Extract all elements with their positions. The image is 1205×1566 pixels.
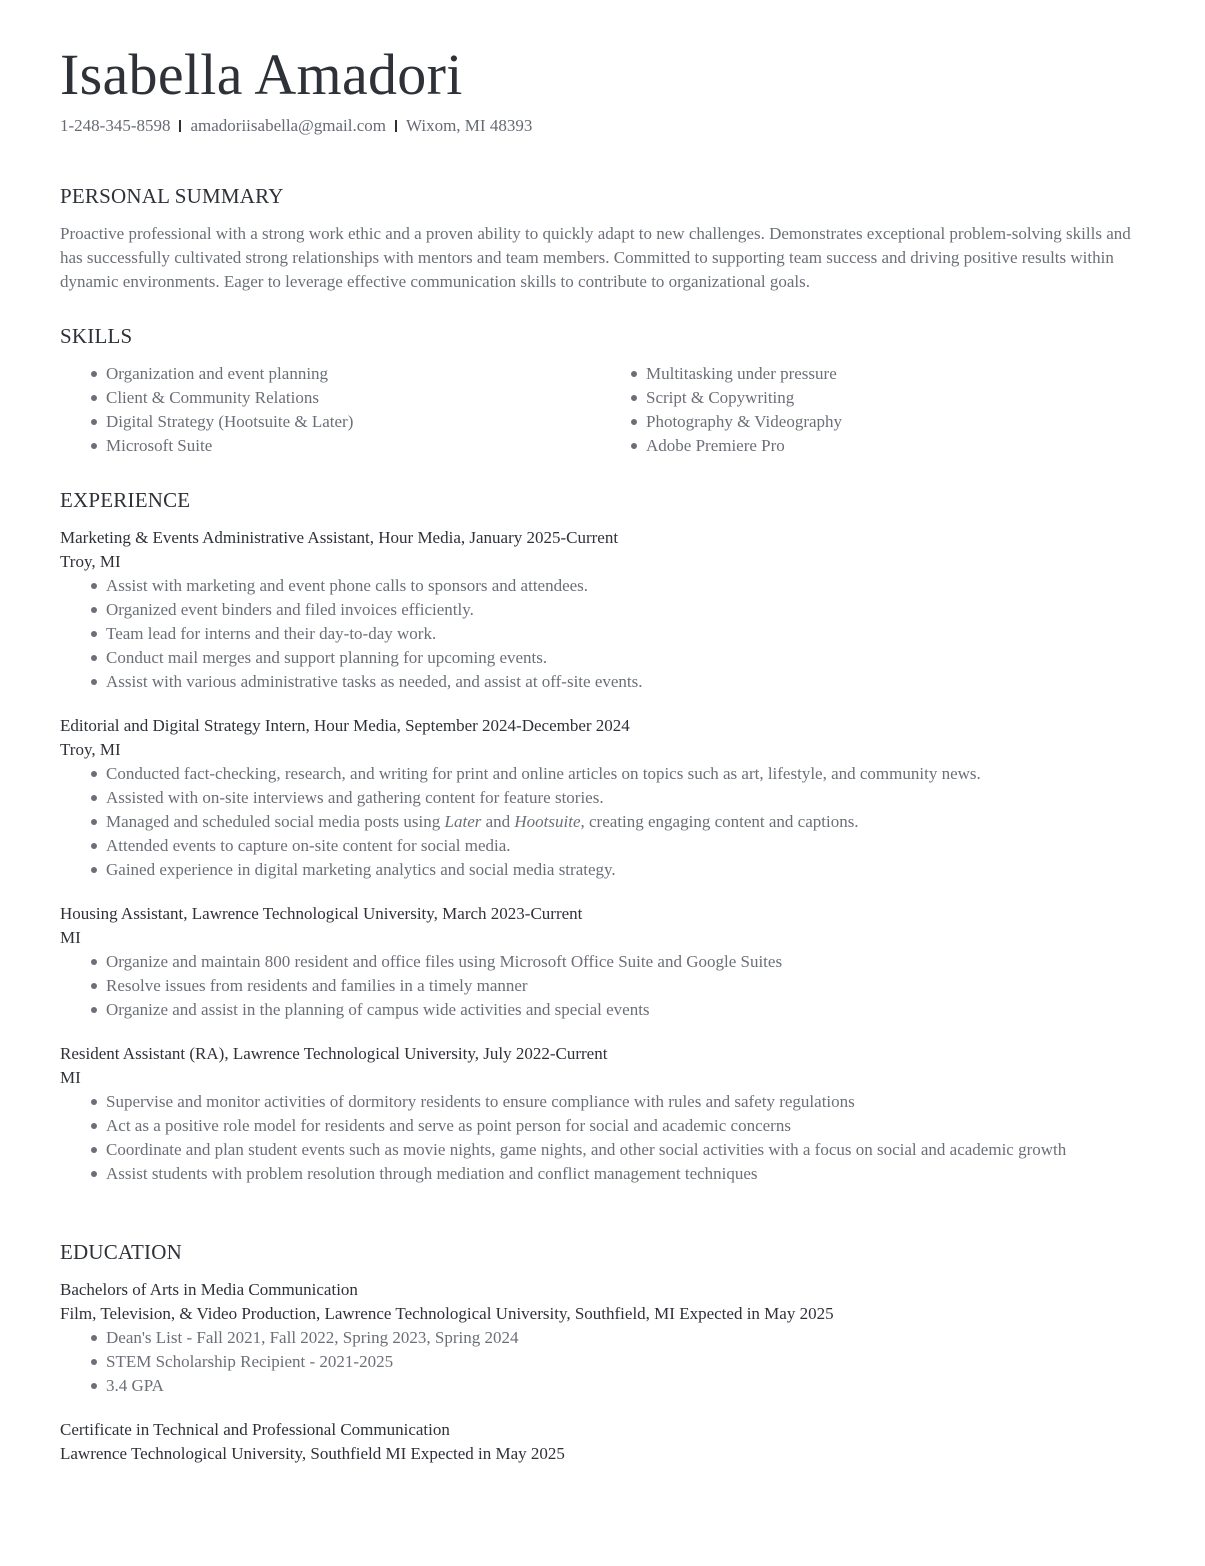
job-bullets [60,574,1150,694]
email-address: amadoriisabella@gmail.com [190,116,386,135]
education-entry [60,1418,1150,1466]
job-bullets [60,1090,1110,1186]
job-bullet: Coordinate and plan student events such as movie nights, game nights, and other social activities with a focus on social and academic growth [60,1138,1110,1162]
experience-heading: EXPERIENCE [60,488,191,512]
skill-item: Script & Copywriting [600,386,842,410]
education-bullets [60,1326,1150,1398]
job-bullet: Assist students with problem resolution through mediation and conflict management techniques [60,1162,1110,1186]
job-entry [60,1042,1150,1186]
education-bullet: Dean's List - Fall 2021, Fall 2022, Spring 2023, Spring 2024 [60,1326,1150,1350]
bullet-text: , creating engaging content and captions. [580,812,859,831]
certificate-details: Lawrence Technological University, Southfield MI Expected in May 2025 [60,1444,565,1463]
skill-item: Microsoft Suite [60,434,353,458]
job-bullet: Team lead for interns and their day-to-day work. [60,622,1150,646]
skill-item: Client & Community Relations [60,386,353,410]
job-bullet [60,810,1150,834]
job-bullet: Assist with marketing and event phone calls to sponsors and attendees. [60,574,1150,598]
job-title: Marketing & Events Administrative Assistant, Hour Media, January 2025-Current [60,528,619,547]
contact-separator [395,120,397,132]
education-bullet: 3.4 GPA [60,1374,1150,1398]
job-bullets [60,762,1150,882]
job-entry [60,526,1150,694]
candidate-name: Isabella Amadori [60,42,463,107]
job-bullet: Organize and assist in the planning of campus wide activities and special events [60,998,1150,1022]
location: Wixom, MI 48393 [406,116,533,135]
skill-item: Digital Strategy (Hootsuite & Later) [60,410,353,434]
summary-heading: PERSONAL SUMMARY [60,184,284,208]
job-bullet: Act as a positive role model for residents and serve as point person for social and academic concerns [60,1114,1110,1138]
contact-line [60,114,532,138]
degree-title: Bachelors of Arts in Media Communication [60,1280,358,1299]
job-entry [60,902,1150,1022]
job-bullets [60,950,1150,1022]
bullet-text: and [481,812,515,831]
skills-column-right [600,362,842,458]
job-bullet: Assist with various administrative tasks as needed, and assist at off-site events. [60,670,1150,694]
phone-number: 1-248-345-8598 [60,116,171,135]
bullet-emphasis: Later [444,812,482,831]
certificate-title: Certificate in Technical and Professional Communication [60,1420,450,1439]
job-bullet: Conducted fact-checking, research, and writing for print and online articles on topics such as art, lifestyle, and community news. [60,762,1150,786]
contact-separator [179,120,181,132]
job-bullet: Supervise and monitor activities of dormitory residents to ensure compliance with rules and safety regulations [60,1090,1110,1114]
job-bullet: Attended events to capture on-site content for social media. [60,834,1150,858]
skill-item: Photography & Videography [600,410,842,434]
job-bullet: Organized event binders and filed invoices efficiently. [60,598,1150,622]
job-bullet: Resolve issues from residents and families in a timely manner [60,974,1150,998]
summary-text: Proactive professional with a strong work ethic and a proven ability to quickly adapt to new challenges. Demonstrates exceptional problem-solving skills and has successfully cultivated strong relationships with mentors and team members. Committed to supporting team success and driving positive results within dynamic environments. Eager to leverage effective communication skills to contribute to organizational goals. [60,224,1131,291]
job-title: Resident Assistant (RA), Lawrence Technological University, July 2022-Current [60,1044,608,1063]
job-location: MI [60,1068,81,1087]
skills-column-left [60,362,353,458]
education-heading: EDUCATION [60,1240,182,1264]
job-bullet: Conduct mail merges and support planning for upcoming events. [60,646,1150,670]
job-location: Troy, MI [60,740,121,759]
job-entry [60,714,1150,882]
job-title: Housing Assistant, Lawrence Technological University, March 2023-Current [60,904,583,923]
job-location: MI [60,928,81,947]
job-bullet: Assisted with on-site interviews and gathering content for feature stories. [60,786,1150,810]
job-title: Editorial and Digital Strategy Intern, Hour Media, September 2024-December 2024 [60,716,630,735]
skill-item: Adobe Premiere Pro [600,434,842,458]
degree-details: Film, Television, & Video Production, Lawrence Technological University, Southfield, MI Expected in May 2025 [60,1304,834,1323]
education-bullet: STEM Scholarship Recipient - 2021-2025 [60,1350,1150,1374]
bullet-text: Managed and scheduled social media posts using [106,812,445,831]
job-bullet: Gained experience in digital marketing analytics and social media strategy. [60,858,1150,882]
job-location: Troy, MI [60,552,121,571]
bullet-emphasis: Hootsuite [514,812,581,831]
skill-item: Organization and event planning [60,362,353,386]
education-entry [60,1278,1150,1398]
skill-item: Multitasking under pressure [600,362,842,386]
skills-heading: SKILLS [60,324,133,348]
job-bullet: Organize and maintain 800 resident and office files using Microsoft Office Suite and Google Suites [60,950,1150,974]
